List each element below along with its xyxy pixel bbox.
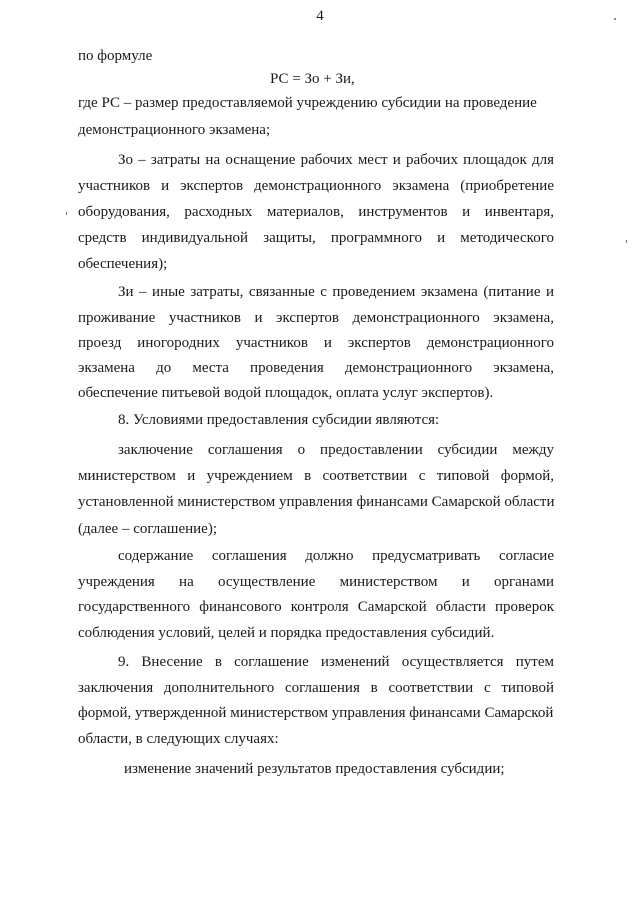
text-line: (далее – соглашение); [78,521,217,537]
formula: РС = Зо + Зи, [270,71,355,87]
text-line: содержание соглашения должно предусматривать согласие [118,548,554,564]
text-line: проезд иногородних участников и экспертов демонстрационного [78,335,554,351]
scan-speck [626,240,627,243]
text-line: изменение значений результатов предоставления субсидии; [124,761,505,777]
text-line: обеспечения); [78,256,168,272]
text-line: Зи – иные затраты, связанные с проведением экзамена (питание и [118,284,554,300]
page-number: 4 [316,8,324,24]
text-line: средств индивидуальной защиты, программного и методического [78,230,554,246]
text-line: участников и экспертов демонстрационного экзамена (приобретение [78,178,554,194]
text-line: Зо – затраты на оснащение рабочих мест и рабочих площадок для [118,152,554,168]
scan-speck [66,212,67,215]
text-line: где РС – размер предоставляемой учреждению субсидии на проведение [78,95,537,111]
text-line: проживание участников и экспертов демонстрационного экзамена, [78,310,554,326]
text-line: министерством и учреждением в соответствии с типовой формой, [78,468,554,484]
text-line: формой, утвержденной министерством управления финансами Самарской [78,705,554,721]
text-line: государственного финансового контроля Самарской области проверок [78,599,554,615]
text-line: установленной министерством управления финансами Самарской области [78,494,555,510]
text-line: учреждения на осуществление министерством и органами [78,574,554,590]
text-line: демонстрационного экзамена; [78,122,271,138]
text-line: области, в следующих случаях: [78,731,279,747]
text-line: экзамена до места проведения демонстрационного экзамена, [78,360,554,376]
text-line: по формуле [78,48,153,64]
text-line: соблюдения условий, целей и порядка предоставления субсидий. [78,625,495,641]
text-line: обеспечение питьевой водой площадок, оплата услуг экспертов). [78,385,494,401]
scan-speck [614,18,616,20]
text-line: оборудования, расходных материалов, инструментов и инвентаря, [78,204,554,220]
section-heading: 9. Внесение в соглашение изменений осуществляется путем [118,654,554,670]
text-line: заключения дополнительного соглашения в соответствии с типовой [78,680,554,696]
section-heading: 8. Условиями предоставления субсидии являются: [118,412,440,428]
text-line: заключение соглашения о предоставлении субсидии между [118,442,554,458]
